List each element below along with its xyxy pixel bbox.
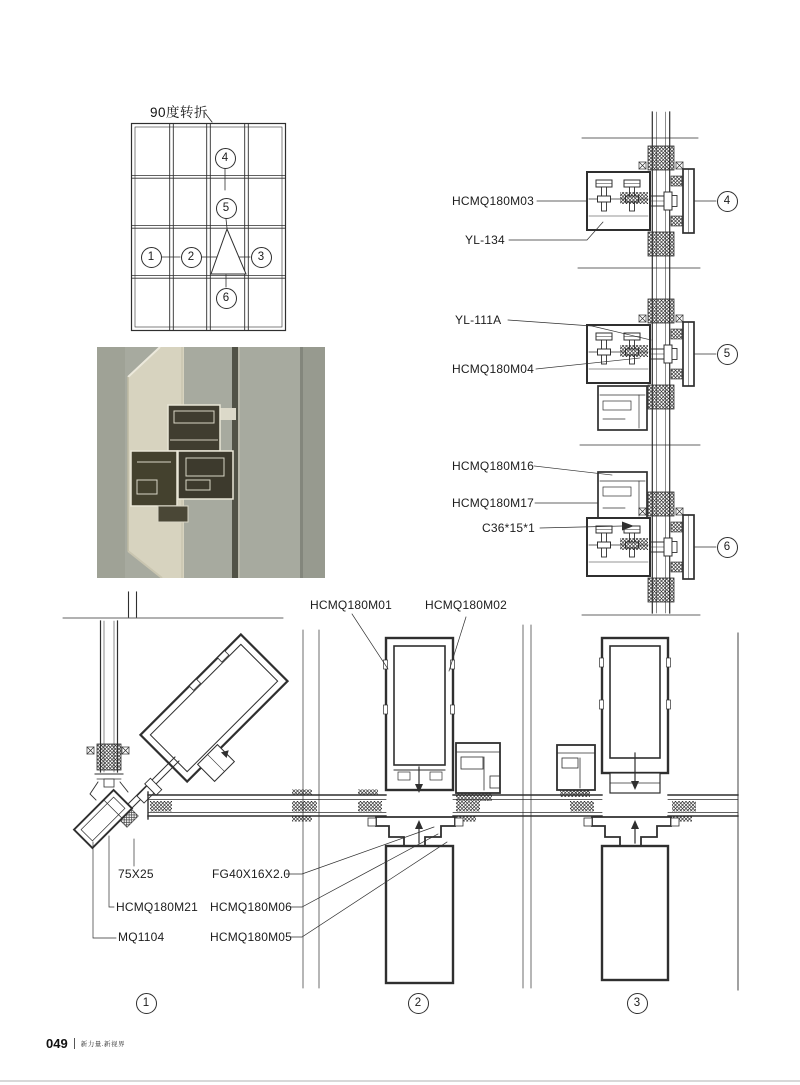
part-label-hcmq180m16: HCMQ180M16 (452, 459, 535, 473)
detail-5-assembly (508, 299, 716, 430)
part-label-hcmq180m17: HCMQ180M17 (452, 496, 535, 510)
callout-number: 4 (723, 195, 731, 207)
part-label-75x25: 75X25 (118, 867, 154, 881)
part-label-fg40x16x2: FG40X16X2.0 (212, 867, 291, 881)
detail-4-assembly (509, 146, 716, 256)
callout-number: 2 (414, 997, 422, 1009)
page-number: 049 (46, 1036, 68, 1051)
part-label-c36-15-1: C36*15*1 (482, 521, 535, 535)
product-photo (97, 347, 325, 578)
part-label-hcmq180m04: HCMQ180M04 (452, 362, 535, 376)
part-label-hcmq180m05: HCMQ180M05 (210, 930, 293, 944)
detail-6-callout (717, 537, 738, 558)
part-label-hcmq180m03: HCMQ180M03 (452, 194, 535, 208)
part-label-yl134: YL-134 (465, 233, 505, 247)
callout-number: 2 (187, 251, 195, 263)
callout-number: 6 (222, 292, 230, 304)
elevation-callout-5 (216, 198, 237, 219)
part-label-hcmq180m06: HCMQ180M06 (210, 900, 293, 914)
part-label-hcmq180m21: HCMQ180M21 (116, 900, 199, 914)
callout-number: 4 (221, 152, 229, 164)
detail-3-callout (627, 993, 648, 1014)
callout-number: 5 (222, 202, 230, 214)
part-label-mq1104: MQ1104 (118, 930, 165, 944)
elevation-callout-3 (251, 247, 272, 268)
callout-number: 5 (723, 348, 731, 360)
elevation-grid-diagram (132, 113, 286, 331)
callout-number: 3 (633, 997, 641, 1009)
callout-number: 3 (257, 251, 265, 263)
callout-number: 1 (142, 997, 150, 1009)
footer-slogan: 新力量.新视界 (80, 1041, 126, 1048)
detail-5-callout (717, 344, 738, 365)
detail-4-callout (717, 191, 738, 212)
detail-2-callout (408, 993, 429, 1014)
page-footer (46, 1036, 125, 1051)
callout-number: 6 (723, 541, 731, 553)
part-label-yl111a: YL-111A (455, 313, 502, 327)
photo-image (97, 347, 325, 578)
elevation-callout-1 (141, 247, 162, 268)
elevation-callout-4 (215, 148, 236, 169)
detail-6-assembly (534, 466, 716, 602)
part-label-hcmq180m02: HCMQ180M02 (425, 598, 508, 612)
corner-triangle-marker (211, 229, 246, 274)
elevation-callout-2 (181, 247, 202, 268)
detail-2-mullion-section (286, 614, 500, 983)
detail-1-callout (136, 993, 157, 1014)
part-label-hcmq180m01: HCMQ180M01 (310, 598, 393, 612)
page-edge-line (0, 1080, 800, 1082)
elevation-callout-6 (216, 288, 237, 309)
elevation-title: 90度转折 (150, 105, 209, 120)
footer-divider (74, 1038, 75, 1049)
detail-1-corner-section (63, 592, 291, 938)
callout-number: 1 (147, 251, 155, 263)
